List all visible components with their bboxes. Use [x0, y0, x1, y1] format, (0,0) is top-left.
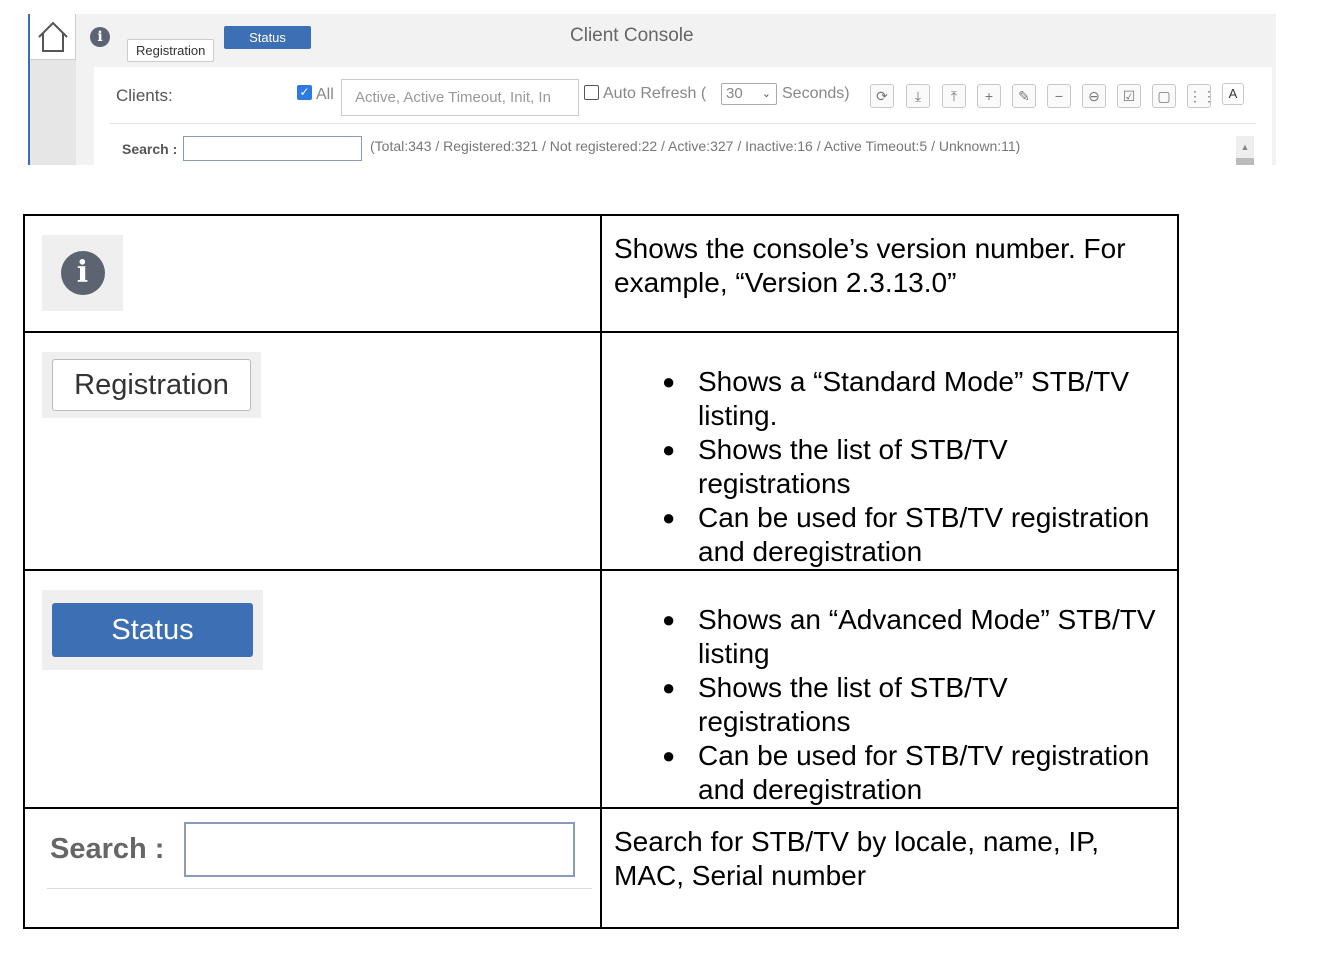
console-title: Client Console — [570, 25, 694, 46]
font-size-button[interactable] — [1222, 83, 1244, 105]
list-item: ● Can be used for STB/TV registration and deregistration — [614, 501, 1167, 569]
status-button: Status — [52, 603, 253, 657]
list-item: ● Shows an “Advanced Mode” STB/TV listing — [614, 603, 1167, 671]
description-cell — [601, 570, 1178, 808]
home-button[interactable] — [30, 14, 76, 60]
clients-label: Clients: — [116, 86, 173, 105]
divider — [47, 888, 592, 889]
refresh-interval-select[interactable] — [721, 83, 777, 105]
approve-button[interactable] — [1117, 84, 1141, 108]
description-list — [614, 349, 1167, 569]
list-item: ● Shows a “Standard Mode” STB/TV listing. — [614, 365, 1167, 433]
registration-button[interactable]: Registration — [127, 39, 214, 62]
export-button[interactable] — [942, 84, 966, 108]
search-field-example — [47, 822, 592, 902]
table-row — [24, 570, 1178, 808]
description-cell — [601, 332, 1178, 570]
add-icon: + — [984, 88, 994, 104]
power-button[interactable] — [1082, 84, 1106, 108]
status-filter-value: Active, Active Timeout, Init, In — [355, 89, 551, 106]
refresh-button[interactable] — [870, 84, 894, 108]
list-item: ● Shows the list of STB/TV registrations — [614, 671, 1167, 739]
grid-button[interactable] — [1187, 84, 1216, 108]
auto-refresh-label: Auto Refresh ( — [603, 85, 707, 102]
status-button-example — [42, 590, 263, 670]
import-button[interactable] — [906, 84, 930, 108]
search-label: Search : — [50, 833, 165, 865]
search-label: Search : — [122, 141, 178, 157]
home-icon — [36, 20, 70, 54]
stop-icon: ▢ — [1157, 88, 1171, 104]
table-row — [24, 215, 1178, 332]
remove-button[interactable] — [1047, 84, 1071, 108]
item-cell — [24, 570, 601, 808]
seconds-label: Seconds) — [782, 85, 850, 102]
edit-button[interactable] — [1012, 84, 1036, 108]
remove-icon: − — [1054, 88, 1064, 104]
add-button[interactable] — [977, 84, 1001, 108]
list-item: ● Can be used for STB/TV registration and deregistration — [614, 739, 1167, 807]
feature-description-table — [23, 214, 1179, 929]
all-checkbox[interactable]: ✓ — [297, 85, 312, 100]
search-input — [184, 822, 575, 877]
item-cell — [24, 332, 601, 570]
info-icon[interactable]: i — [90, 27, 110, 47]
description-list — [614, 587, 1167, 807]
description-cell: Search for STB/TV by locale, name, IP, MAC, Serial number — [601, 808, 1178, 928]
chevron-down-icon: ⌄ — [761, 88, 771, 100]
approve-icon: ☑ — [1122, 88, 1136, 104]
info-icon: i — [61, 251, 105, 295]
grid-icon: ⋮⋮ — [1188, 88, 1216, 104]
auto-refresh-checkbox[interactable] — [584, 85, 599, 100]
scrollbar-thumb[interactable] — [1236, 158, 1254, 165]
refresh-interval-value: 30 — [726, 85, 743, 102]
info-icon-example — [42, 235, 123, 311]
item-cell — [24, 808, 601, 928]
refresh-icon: ⟳ — [876, 88, 888, 104]
registration-button-example — [42, 352, 261, 418]
export-icon: ⤒ — [950, 88, 958, 104]
power-icon: ⊖ — [1088, 88, 1100, 104]
client-totals: (Total:343 / Registered:321 / Not registered:22 / Active:327 / Inactive:16 / Active Timeout:5 / Unknown:11) — [370, 138, 1021, 154]
edit-icon: ✎ — [1018, 88, 1030, 104]
status-filter-select[interactable] — [341, 79, 579, 116]
panel-divider — [110, 123, 1256, 124]
table-row — [24, 808, 1178, 928]
font-icon: A — [1228, 86, 1238, 101]
search-input[interactable] — [183, 136, 362, 161]
clients-panel — [94, 67, 1272, 165]
all-label: All — [316, 86, 334, 103]
scroll-up-arrow-icon[interactable]: ▲ — [1236, 136, 1254, 158]
sidebar-strip — [30, 60, 76, 165]
item-cell — [24, 215, 601, 332]
stop-button[interactable] — [1152, 84, 1176, 108]
description-cell: Shows the console’s version number. For example, “Version 2.3.13.0” — [601, 215, 1178, 332]
registration-button: Registration — [52, 359, 251, 411]
import-icon: ⤓ — [914, 88, 922, 104]
status-button[interactable]: Status — [224, 26, 311, 49]
client-console-header — [28, 14, 1276, 165]
table-row — [24, 332, 1178, 570]
list-item: ● Shows the list of STB/TV registrations — [614, 433, 1167, 501]
